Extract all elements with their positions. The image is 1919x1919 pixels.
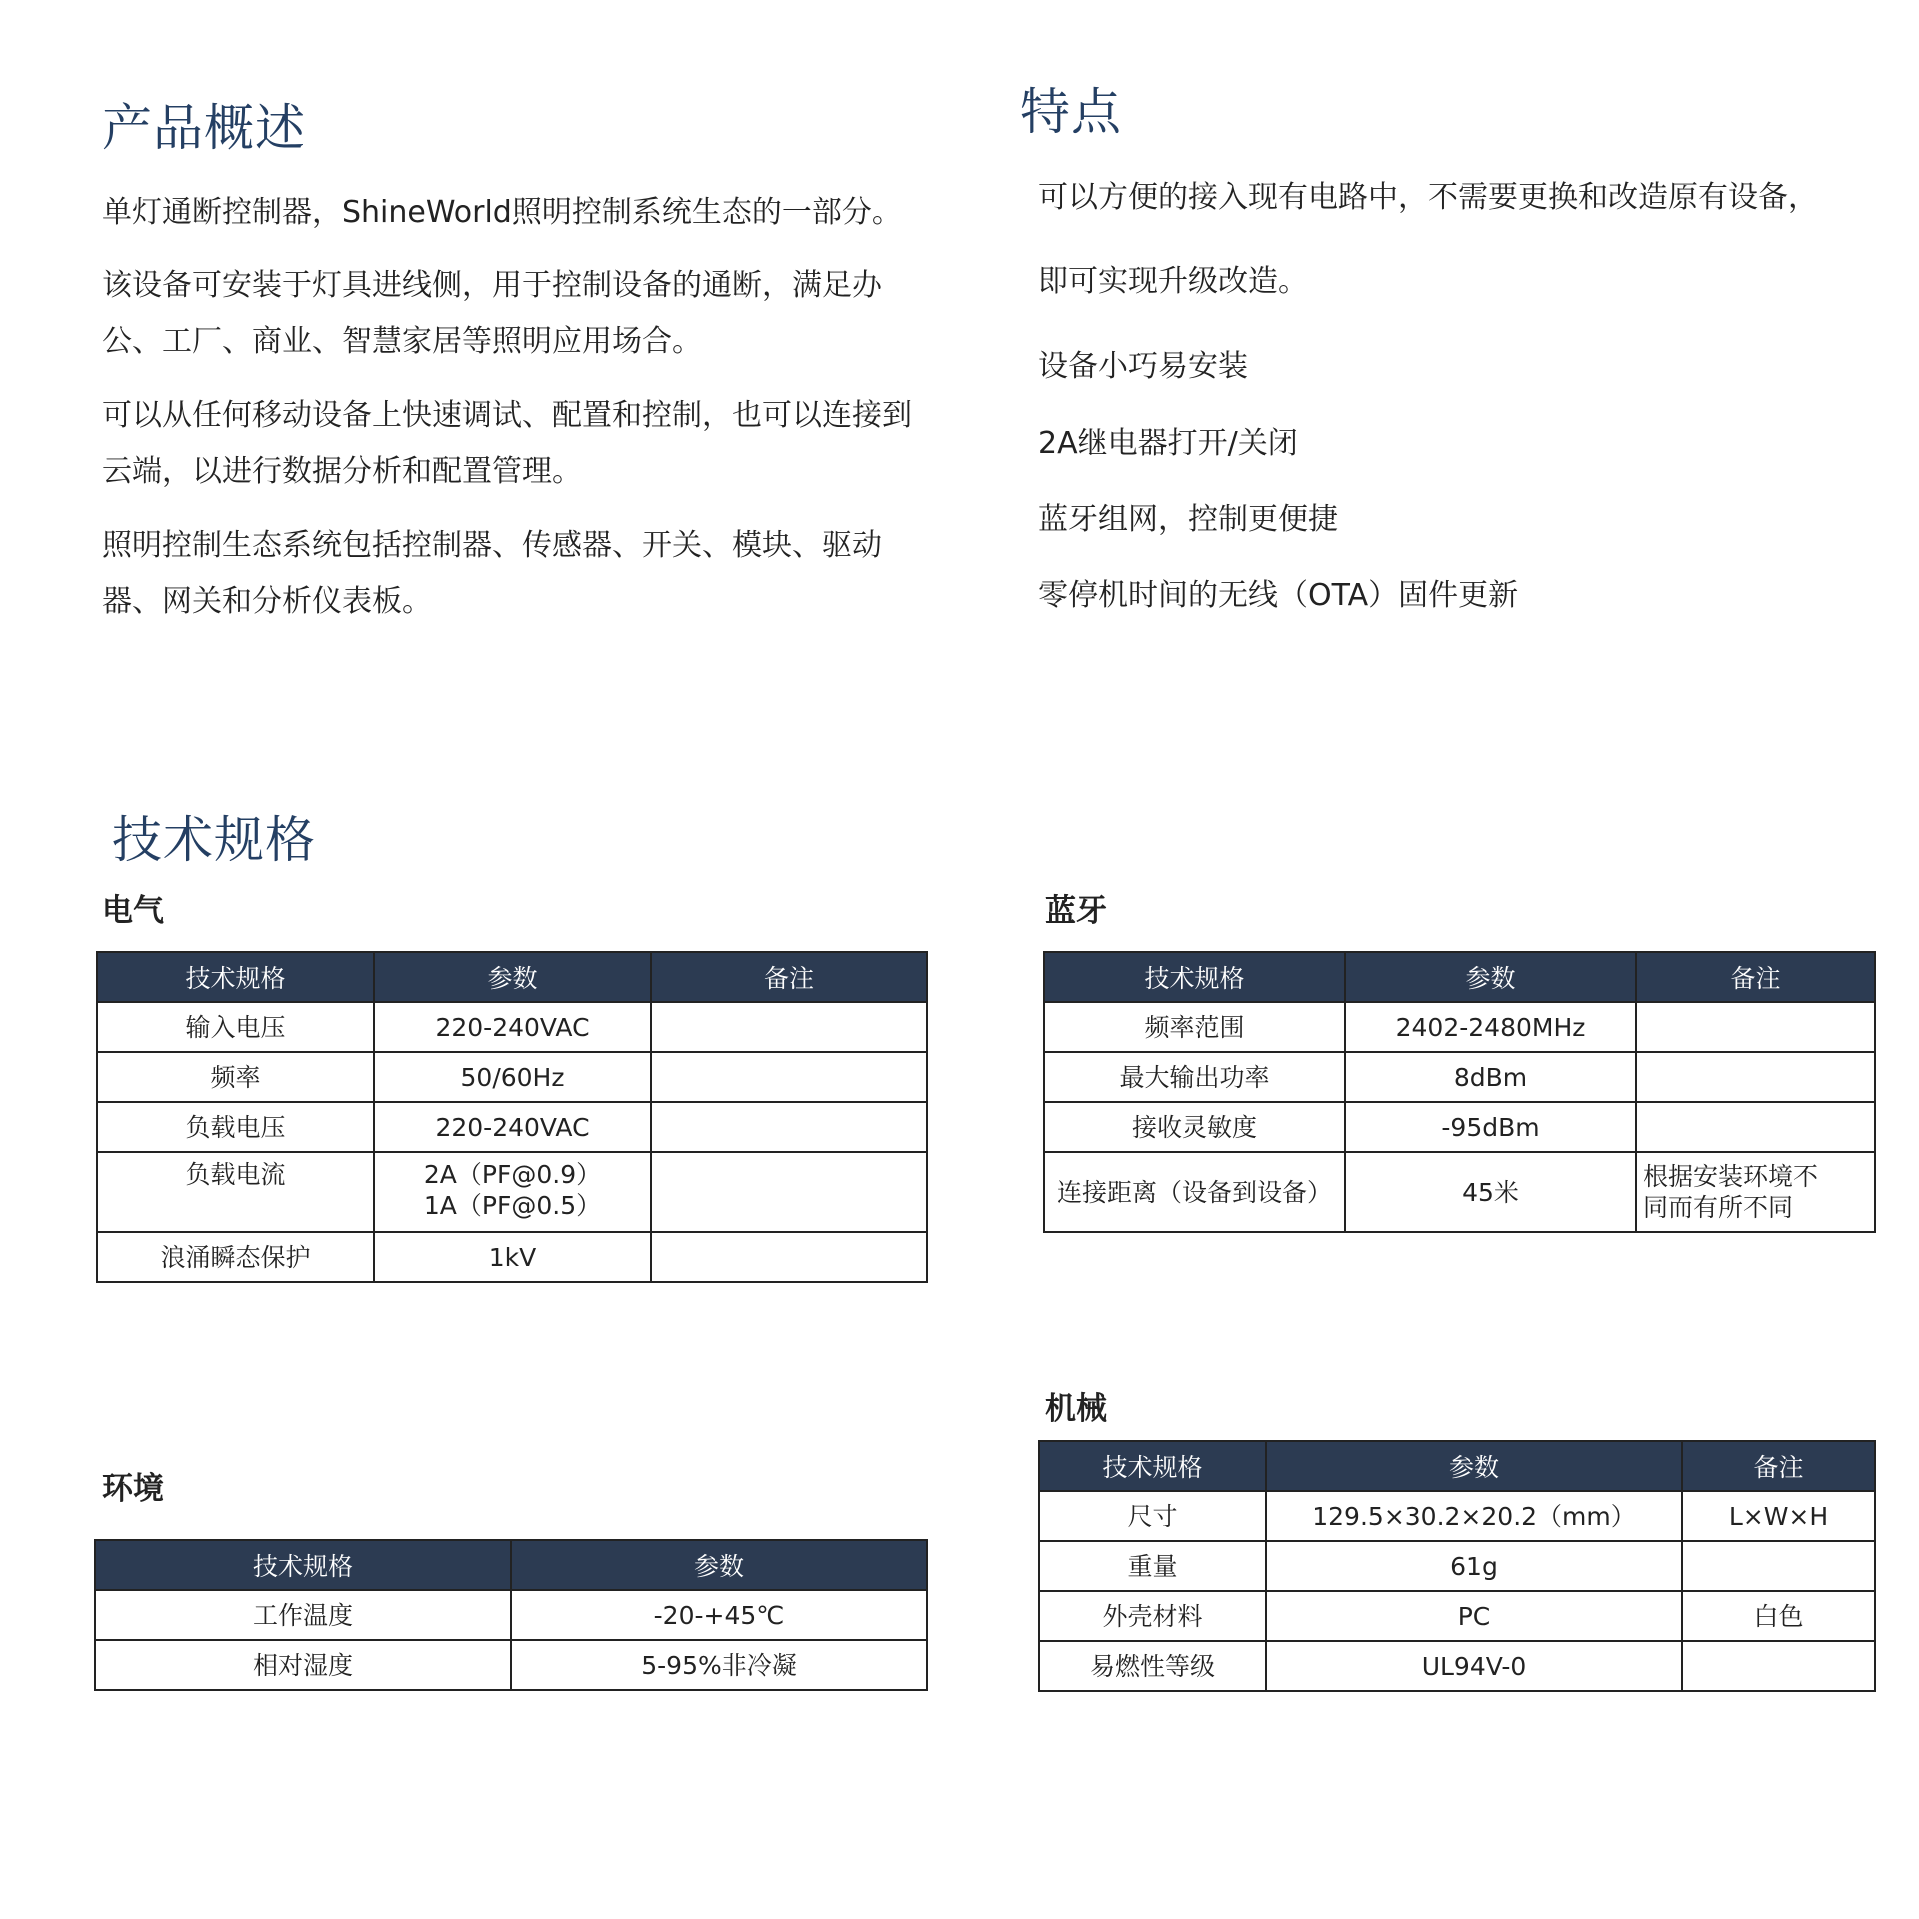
table-row	[1044, 1152, 1875, 1232]
electrical-table	[96, 951, 928, 1283]
electrical-heading: 电气	[102, 893, 164, 929]
table-cell: 相对湿度	[95, 1640, 511, 1690]
table-cell: 易燃性等级	[1039, 1641, 1266, 1691]
table-cell: 2A（PF@0.9） 1A（PF@0.5）	[374, 1152, 651, 1232]
table-cell	[1682, 1541, 1875, 1591]
table-cell: UL94V-0	[1266, 1641, 1682, 1691]
table-cell: PC	[1266, 1591, 1682, 1641]
table-cell: 45米	[1345, 1152, 1636, 1232]
table-cell	[651, 1052, 927, 1102]
column-header: 备注	[1682, 1441, 1875, 1491]
table-row	[1044, 1052, 1875, 1102]
feature-item: 设备小巧易安装	[1038, 349, 1248, 384]
feature-item: 可以方便的接入现有电路中，不需要更换和改造原有设备，	[1038, 180, 1818, 215]
mechanical-heading: 机械	[1045, 1391, 1107, 1427]
table-cell: 220-240VAC	[374, 1002, 651, 1052]
feature-item: 蓝牙组网，控制更便捷	[1038, 502, 1338, 537]
table-cell: 工作温度	[95, 1590, 511, 1640]
overview-paragraph: 单灯通断控制器，ShineWorld照明控制系统生态的一部分。	[102, 195, 902, 230]
table-cell: 8dBm	[1345, 1052, 1636, 1102]
table-header-row	[1044, 952, 1875, 1002]
table-row	[1044, 1002, 1875, 1052]
table-cell: 接收灵敏度	[1044, 1102, 1345, 1152]
column-header: 参数	[374, 952, 651, 1002]
table-cell	[651, 1002, 927, 1052]
table-row	[1039, 1541, 1875, 1591]
table-cell: 5-95%非冷凝	[511, 1640, 927, 1690]
column-header: 备注	[651, 952, 927, 1002]
table-cell	[1636, 1102, 1875, 1152]
table-cell: 220-240VAC	[374, 1102, 651, 1152]
table-cell	[1682, 1641, 1875, 1691]
column-header: 技术规格	[97, 952, 374, 1002]
table-cell	[651, 1152, 927, 1232]
table-header-row	[97, 952, 927, 1002]
table-cell: 1kV	[374, 1232, 651, 1282]
column-header: 技术规格	[95, 1540, 511, 1590]
table-row	[97, 1102, 927, 1152]
table-row	[97, 1152, 927, 1232]
table-cell: 连接距离（设备到设备）	[1044, 1152, 1345, 1232]
features-title: 特点	[1020, 83, 1122, 141]
table-cell: 尺寸	[1039, 1491, 1266, 1541]
column-header: 参数	[511, 1540, 927, 1590]
table-cell: 白色	[1682, 1591, 1875, 1641]
overview-paragraph: 照明控制生态系统包括控制器、传感器、开关、模块、驱动器、网关和分析仪表板。	[102, 528, 882, 619]
table-row	[95, 1640, 927, 1690]
bluetooth-table	[1043, 951, 1876, 1233]
table-header-row	[1039, 1441, 1875, 1491]
column-header: 参数	[1345, 952, 1636, 1002]
overview-paragraph: 可以从任何移动设备上快速调试、配置和控制，也可以连接到云端，以进行数据分析和配置管理。	[102, 398, 912, 489]
column-header: 参数	[1266, 1441, 1682, 1491]
table-row	[1044, 1102, 1875, 1152]
table-cell	[651, 1232, 927, 1282]
table-header-row	[95, 1540, 927, 1590]
feature-item: 即可实现升级改造。	[1038, 264, 1308, 299]
table-row	[97, 1052, 927, 1102]
table-row	[97, 1232, 927, 1282]
table-cell	[651, 1102, 927, 1152]
table-row	[95, 1590, 927, 1640]
table-cell: 输入电压	[97, 1002, 374, 1052]
table-cell: 负载电压	[97, 1102, 374, 1152]
overview-title: 产品概述	[102, 99, 306, 157]
table-cell: -20-+45℃	[511, 1590, 927, 1640]
table-cell: 根据安装环境不 同而有所不同	[1636, 1152, 1875, 1232]
table-cell: 61g	[1266, 1541, 1682, 1591]
table-cell	[1636, 1002, 1875, 1052]
table-cell: 频率范围	[1044, 1002, 1345, 1052]
table-row	[1039, 1591, 1875, 1641]
specs-title: 技术规格	[112, 811, 316, 869]
mechanical-table	[1038, 1440, 1876, 1692]
table-cell: L×W×H	[1682, 1491, 1875, 1541]
table-cell: 129.5×30.2×20.2（mm）	[1266, 1491, 1682, 1541]
table-cell: 重量	[1039, 1541, 1266, 1591]
table-cell: 50/60Hz	[374, 1052, 651, 1102]
column-header: 技术规格	[1039, 1441, 1266, 1491]
overview-paragraph: 该设备可安装于灯具进线侧，用于控制设备的通断，满足办公、工厂、商业、智慧家居等照明应用场合。	[102, 268, 882, 359]
bluetooth-heading: 蓝牙	[1045, 893, 1107, 929]
environment-table	[94, 1539, 928, 1691]
column-header: 备注	[1636, 952, 1875, 1002]
table-cell: 负载电流	[97, 1152, 374, 1232]
feature-item: 零停机时间的无线（OTA）固件更新	[1038, 578, 1519, 613]
environment-heading: 环境	[102, 1471, 164, 1507]
table-cell: 外壳材料	[1039, 1591, 1266, 1641]
table-cell: 最大输出功率	[1044, 1052, 1345, 1102]
table-cell	[1636, 1052, 1875, 1102]
column-header: 技术规格	[1044, 952, 1345, 1002]
table-cell: 频率	[97, 1052, 374, 1102]
table-row	[97, 1002, 927, 1052]
feature-item: 2A继电器打开/关闭	[1038, 426, 1298, 461]
table-cell: -95dBm	[1345, 1102, 1636, 1152]
table-row	[1039, 1491, 1875, 1541]
table-cell: 2402-2480MHz	[1345, 1002, 1636, 1052]
table-cell: 浪涌瞬态保护	[97, 1232, 374, 1282]
table-row	[1039, 1641, 1875, 1691]
